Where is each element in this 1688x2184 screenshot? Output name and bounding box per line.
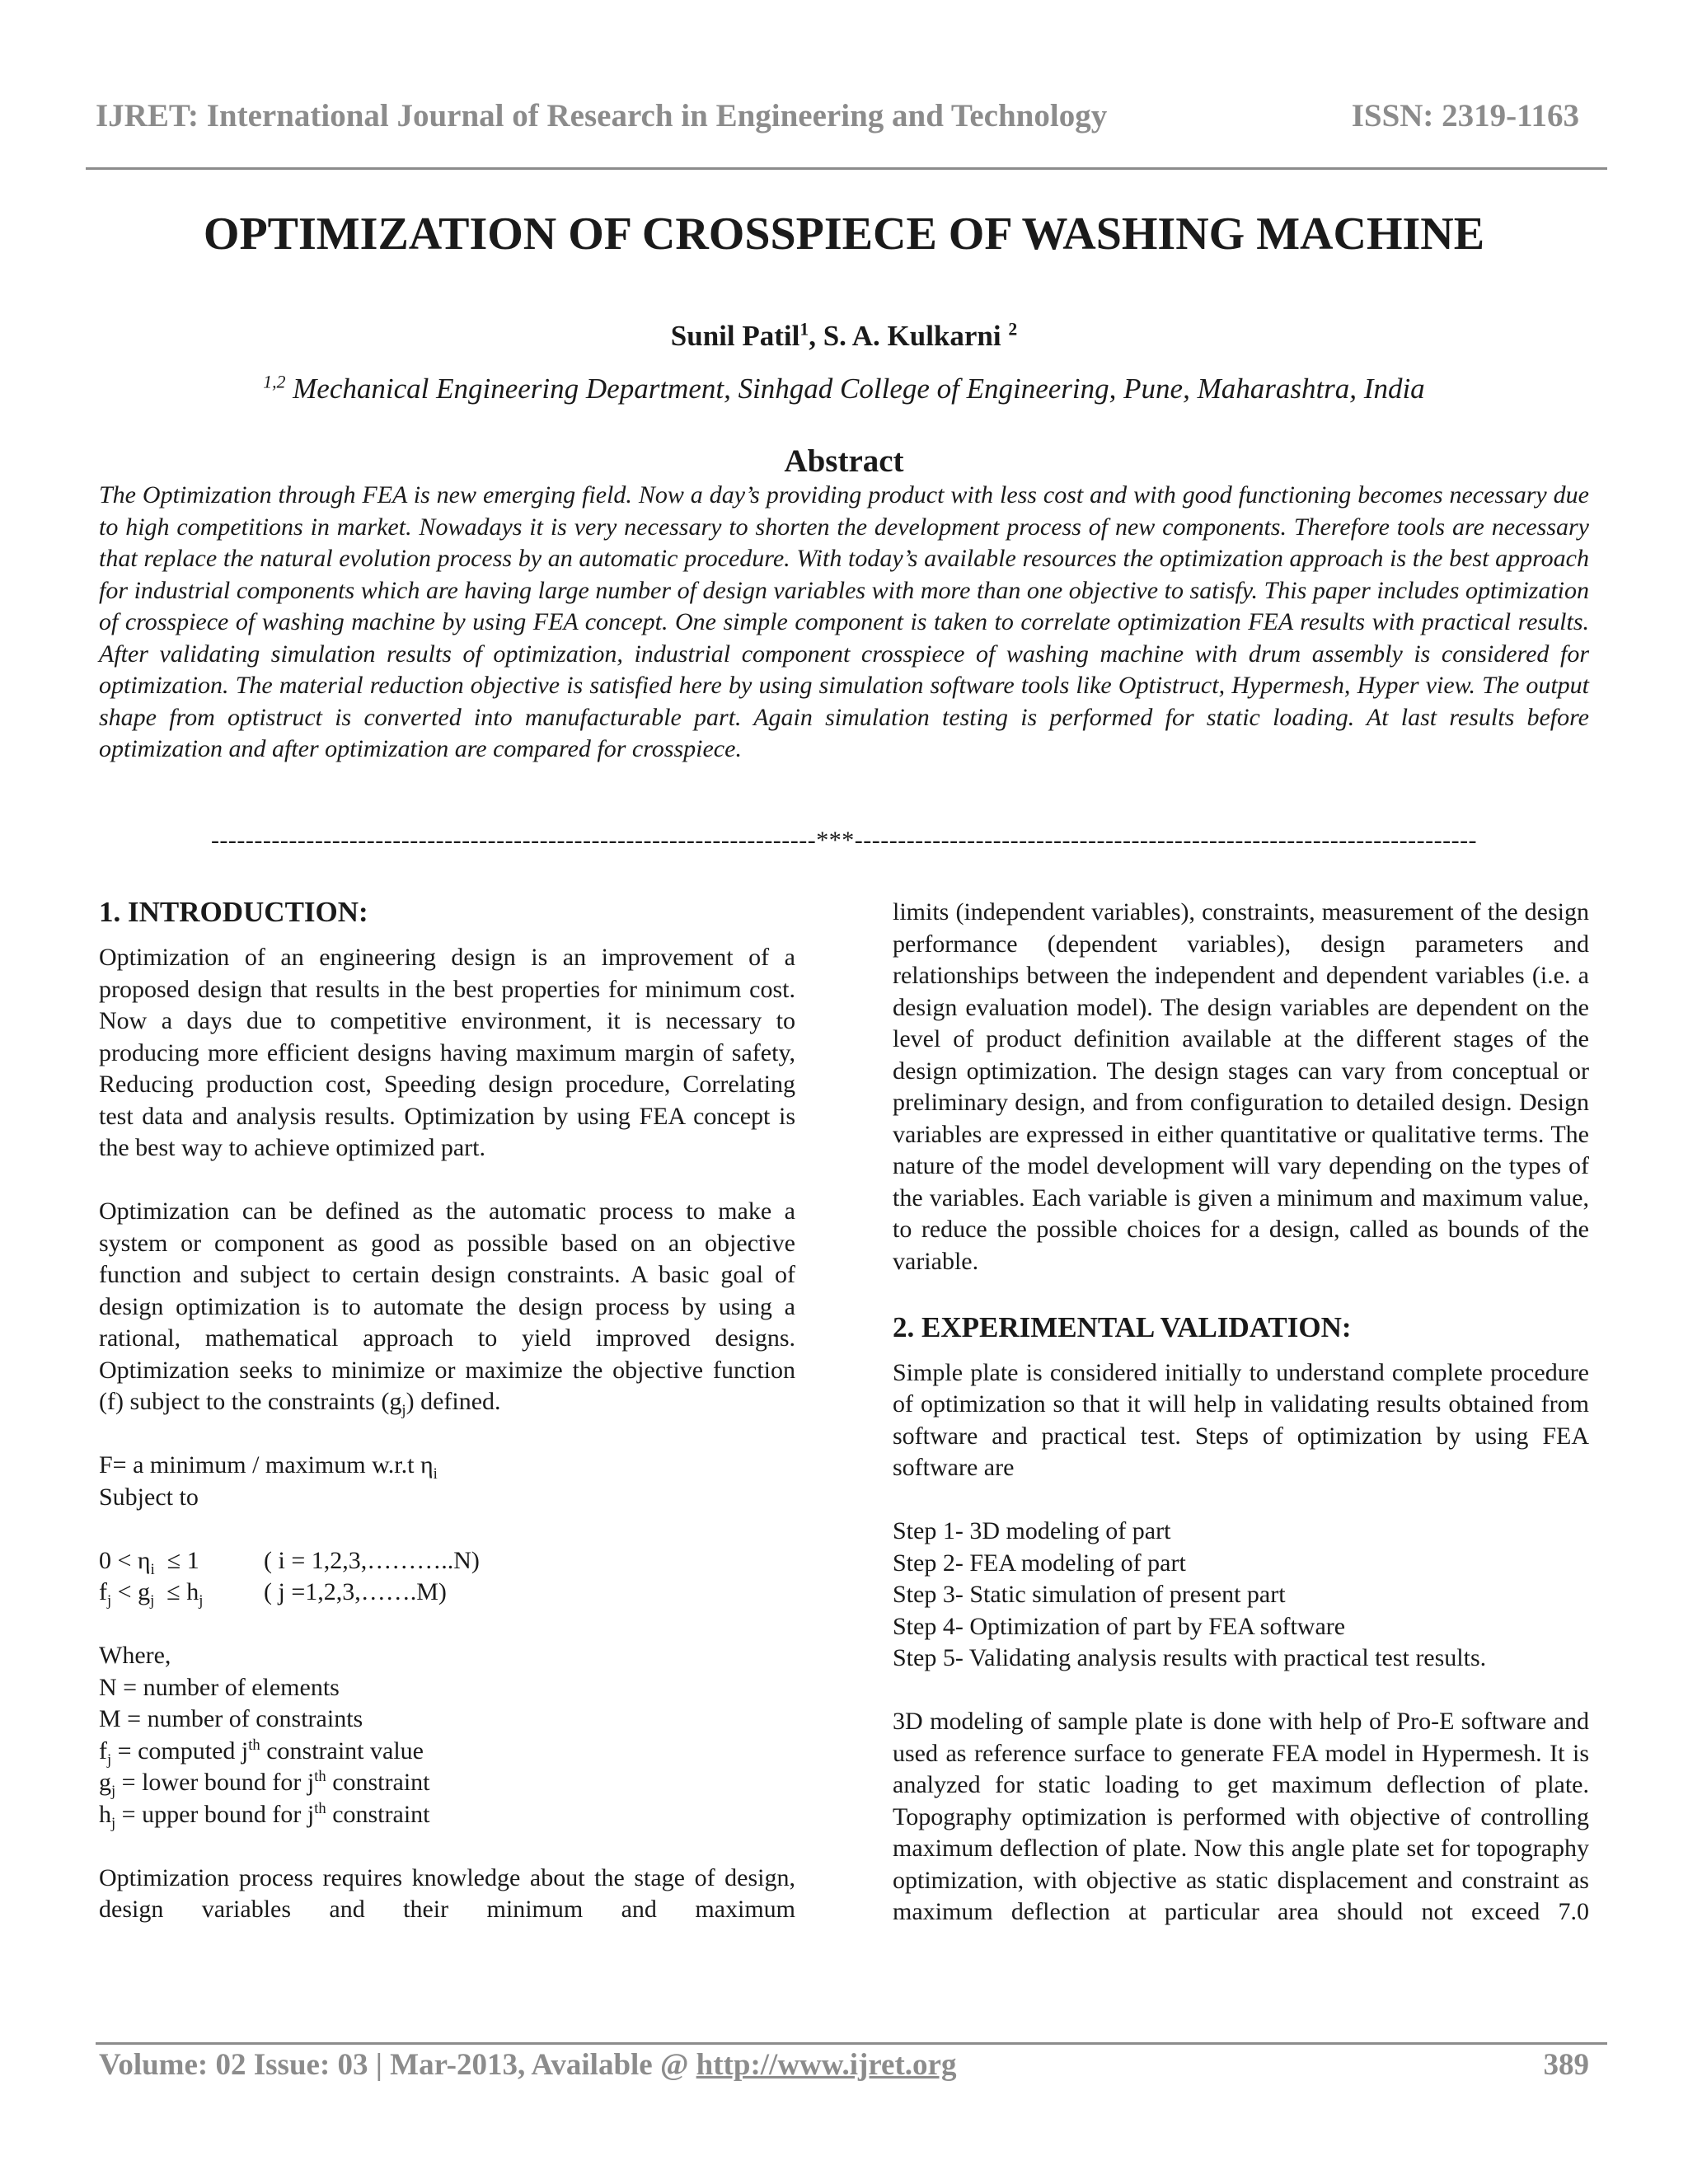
author-separator: , [809, 320, 823, 352]
intro-p2-text: Optimization can be defined as the automatic process to make a system or component as good as possible based on an objective function and subject to certain design constraints. A basic goal of design optimization is to automate the design process by using a rational, mathematical approach to yield improved designs. Optimization seeks to minimize or maximize the objective function (f) subject to the constraints (g [99, 1197, 795, 1415]
def-h-a: h [99, 1800, 111, 1828]
def-h-b: = upper bound for j [115, 1800, 315, 1828]
author-2: S. A. Kulkarni [823, 320, 1009, 352]
subject-to: Subject to [99, 1483, 199, 1511]
step-item: Step 4- Optimization of part by FEA software [893, 1612, 1346, 1640]
constraint-1-range: ( i = 1,2,3,………..N) [264, 1546, 480, 1574]
c2-g-sub: j [150, 1592, 155, 1610]
section-separator: ----------------------------------------------------------------------***------------------------------------------------------------------------ [210, 827, 1478, 854]
constraint-2-expr [99, 1577, 264, 1609]
constraint-1 [99, 1545, 795, 1577]
left-column [99, 894, 795, 1957]
right-column [893, 897, 1589, 1960]
c2-h-sub: j [199, 1592, 204, 1610]
equation-1-text: F= a minimum / maximum w.r.t η [99, 1451, 434, 1479]
def-h-sup: th [314, 1799, 326, 1817]
intro-paragraph-1: Optimization of an engineering design is an improvement of a proposed design that results in the best properties for minimum cost. Now a days due to competitive environment, it is necessary to producing more efficient designs having maximum margin of safety, Reducing production cost, Speeding design procedure, Correlating test data and analysis results. Optimization by using FEA concept is the best way to achieve optimized part. [99, 944, 795, 1161]
objective-function [99, 1450, 795, 1513]
c1-b: ≤ 1 [154, 1546, 199, 1574]
intro-paragraph-2 [99, 1196, 795, 1418]
author-1: Sunil Patil [670, 320, 800, 352]
intro-continuation: limits (independent variables), constraints, measurement of the design performance (dependent variables), design parameters and relationships between the independent and dependent variables (i.e. a design evaluation model). The design variables are dependent on the level of product definition available at the different stages of the design optimization. The design stages can vary from conceptual or preliminary design, and from configuration to detailed design. Design variables are expressed in either quantitative or qualitative terms. The nature of the model development will vary depending on the types of the variables. Each variable is given a minimum and maximum value, to reduce the possible choices for a design, called as bounds of the variable. [893, 898, 1589, 1275]
def-g-sup: th [314, 1768, 326, 1785]
author-2-affil: 2 [1008, 319, 1018, 340]
volume-info: Volume: 02 Issue: 03 | Mar-2013, Available @ [99, 2048, 696, 2082]
affiliation-text: Mechanical Engineering Department, Sinhgad College of Engineering, Pune, Maharashtra, India [285, 373, 1425, 405]
c1-sub: i [150, 1560, 155, 1578]
def-f-a: f [99, 1736, 107, 1765]
definition-g [99, 1767, 795, 1799]
footer-rule [96, 2042, 1607, 2045]
page-footer [99, 2047, 1589, 2083]
step-item: Step 5- Validating analysis results with practical test results. [893, 1644, 1487, 1671]
step-item: Step 1- 3D modeling of part [893, 1517, 1171, 1544]
def-g-b: = lower bound for j [115, 1769, 315, 1796]
abstract-text: The Optimization through FEA is new emerging field. Now a day’s providing product with less cost and with good functioning becomes necessary due to high competitions in market. Nowadays it is very necessary to shorten the development process of new components. Therefore tools are necessary that replace the natural evolution process by an automatic procedure. With today’s available resources the optimization approach is the best approach for industrial components which are having large number of design variables with more than one objective to satisfy. This paper includes optimization of crosspiece of washing machine by using FEA concept. One simple component is taken to correlate optimization FEA results with practical results. After validating simulation results of optimization, industrial component crosspiece of washing machine with drum assembly is considered for optimization. The material reduction objective is satisfied here by using simulation software tools like Optistruct, Hypermesh, Hyper view. The output shape from optistruct is converted into manufacturable part. Again simulation testing is performed for static loading. At last results before optimization and after optimization are compared for crosspiece. [99, 481, 1589, 762]
definition-n: N = number of elements [99, 1673, 340, 1701]
steps-list [893, 1516, 1589, 1675]
section-2-heading: 2. EXPERIMENTAL VALIDATION: [893, 1310, 1352, 1343]
journal-name: IJRET: International Journal of Research in Engineering and Technology [96, 98, 1108, 134]
definition-f [99, 1736, 795, 1768]
header-rule [86, 167, 1607, 170]
intro-p2-end: ) defined. [406, 1388, 501, 1415]
def-g-a: g [99, 1769, 111, 1796]
c2-f-sub: j [107, 1592, 112, 1610]
def-h-c: constraint [326, 1800, 430, 1828]
def-g-c: constraint [326, 1769, 430, 1796]
def-f-c: constraint value [260, 1736, 424, 1765]
constraint-2 [99, 1577, 795, 1609]
step-item: Step 2- FEA modeling of part [893, 1549, 1186, 1577]
c2-f: f [99, 1578, 107, 1605]
intro-p2-sub: j [401, 1402, 406, 1419]
constraints-block [99, 1545, 795, 1609]
section-1-heading: 1. INTRODUCTION: [99, 896, 368, 928]
definition-h [99, 1799, 795, 1831]
abstract-heading: Abstract [784, 443, 904, 479]
equation-1-sub: i [433, 1465, 438, 1483]
where-label: Where, [99, 1642, 171, 1669]
constraint-1-expr [99, 1545, 264, 1577]
definition-m: M = number of constraints [99, 1705, 363, 1732]
step-item: Step 3- Static simulation of present part [893, 1581, 1286, 1608]
affiliation-marker: 1,2 [263, 372, 286, 392]
author-1-affil: 1 [799, 319, 809, 340]
def-h-sub: j [111, 1814, 116, 1832]
intro-paragraph-3: Optimization process requires knowledge about the stage of design, design variables and their minimum and maximum [99, 1863, 795, 1923]
page-number: 389 [1543, 2048, 1589, 2082]
issn: ISSN: 2319-1163 [1351, 98, 1579, 134]
def-g-sub: j [111, 1783, 116, 1800]
validation-paragraph-2: 3D modeling of sample plate is done with help of Pro-E software and used as reference surface to generate FEA model in Hypermesh. It is analyzed for static loading to get maximum deflection of plate. Topography optimization is performed with objective of controlling maximum deflection of plate. Now this angle plate set for topography optimization, with objective as static displacement and constraint as maximum deflection at particular area should not exceed 7.0 [893, 1708, 1589, 1925]
footer-volume [99, 2047, 956, 2083]
definitions [99, 1640, 795, 1830]
authors [0, 320, 1688, 353]
c2-le: ≤ h [154, 1578, 199, 1605]
c1-a: 0 < η [99, 1546, 151, 1574]
def-f-sup: th [248, 1736, 260, 1754]
running-header [96, 97, 1579, 134]
def-f-sub: j [107, 1750, 112, 1769]
affiliation [0, 373, 1688, 405]
paper-title: OPTIMIZATION OF CROSSPIECE OF WASHING MACHINE [203, 209, 1485, 260]
validation-paragraph-1: Simple plate is considered initially to understand complete procedure of optimization so that it will help in validating results obtained from software and practical test. Steps of optimization by using FEA software are [893, 1358, 1589, 1481]
def-f-b: = computed j [111, 1736, 249, 1765]
c2-lt: < g [111, 1578, 151, 1605]
constraint-2-range: ( j =1,2,3,…….M) [264, 1578, 447, 1605]
equation-1 [99, 1450, 795, 1482]
journal-link[interactable]: http://www.ijret.org [696, 2048, 957, 2082]
